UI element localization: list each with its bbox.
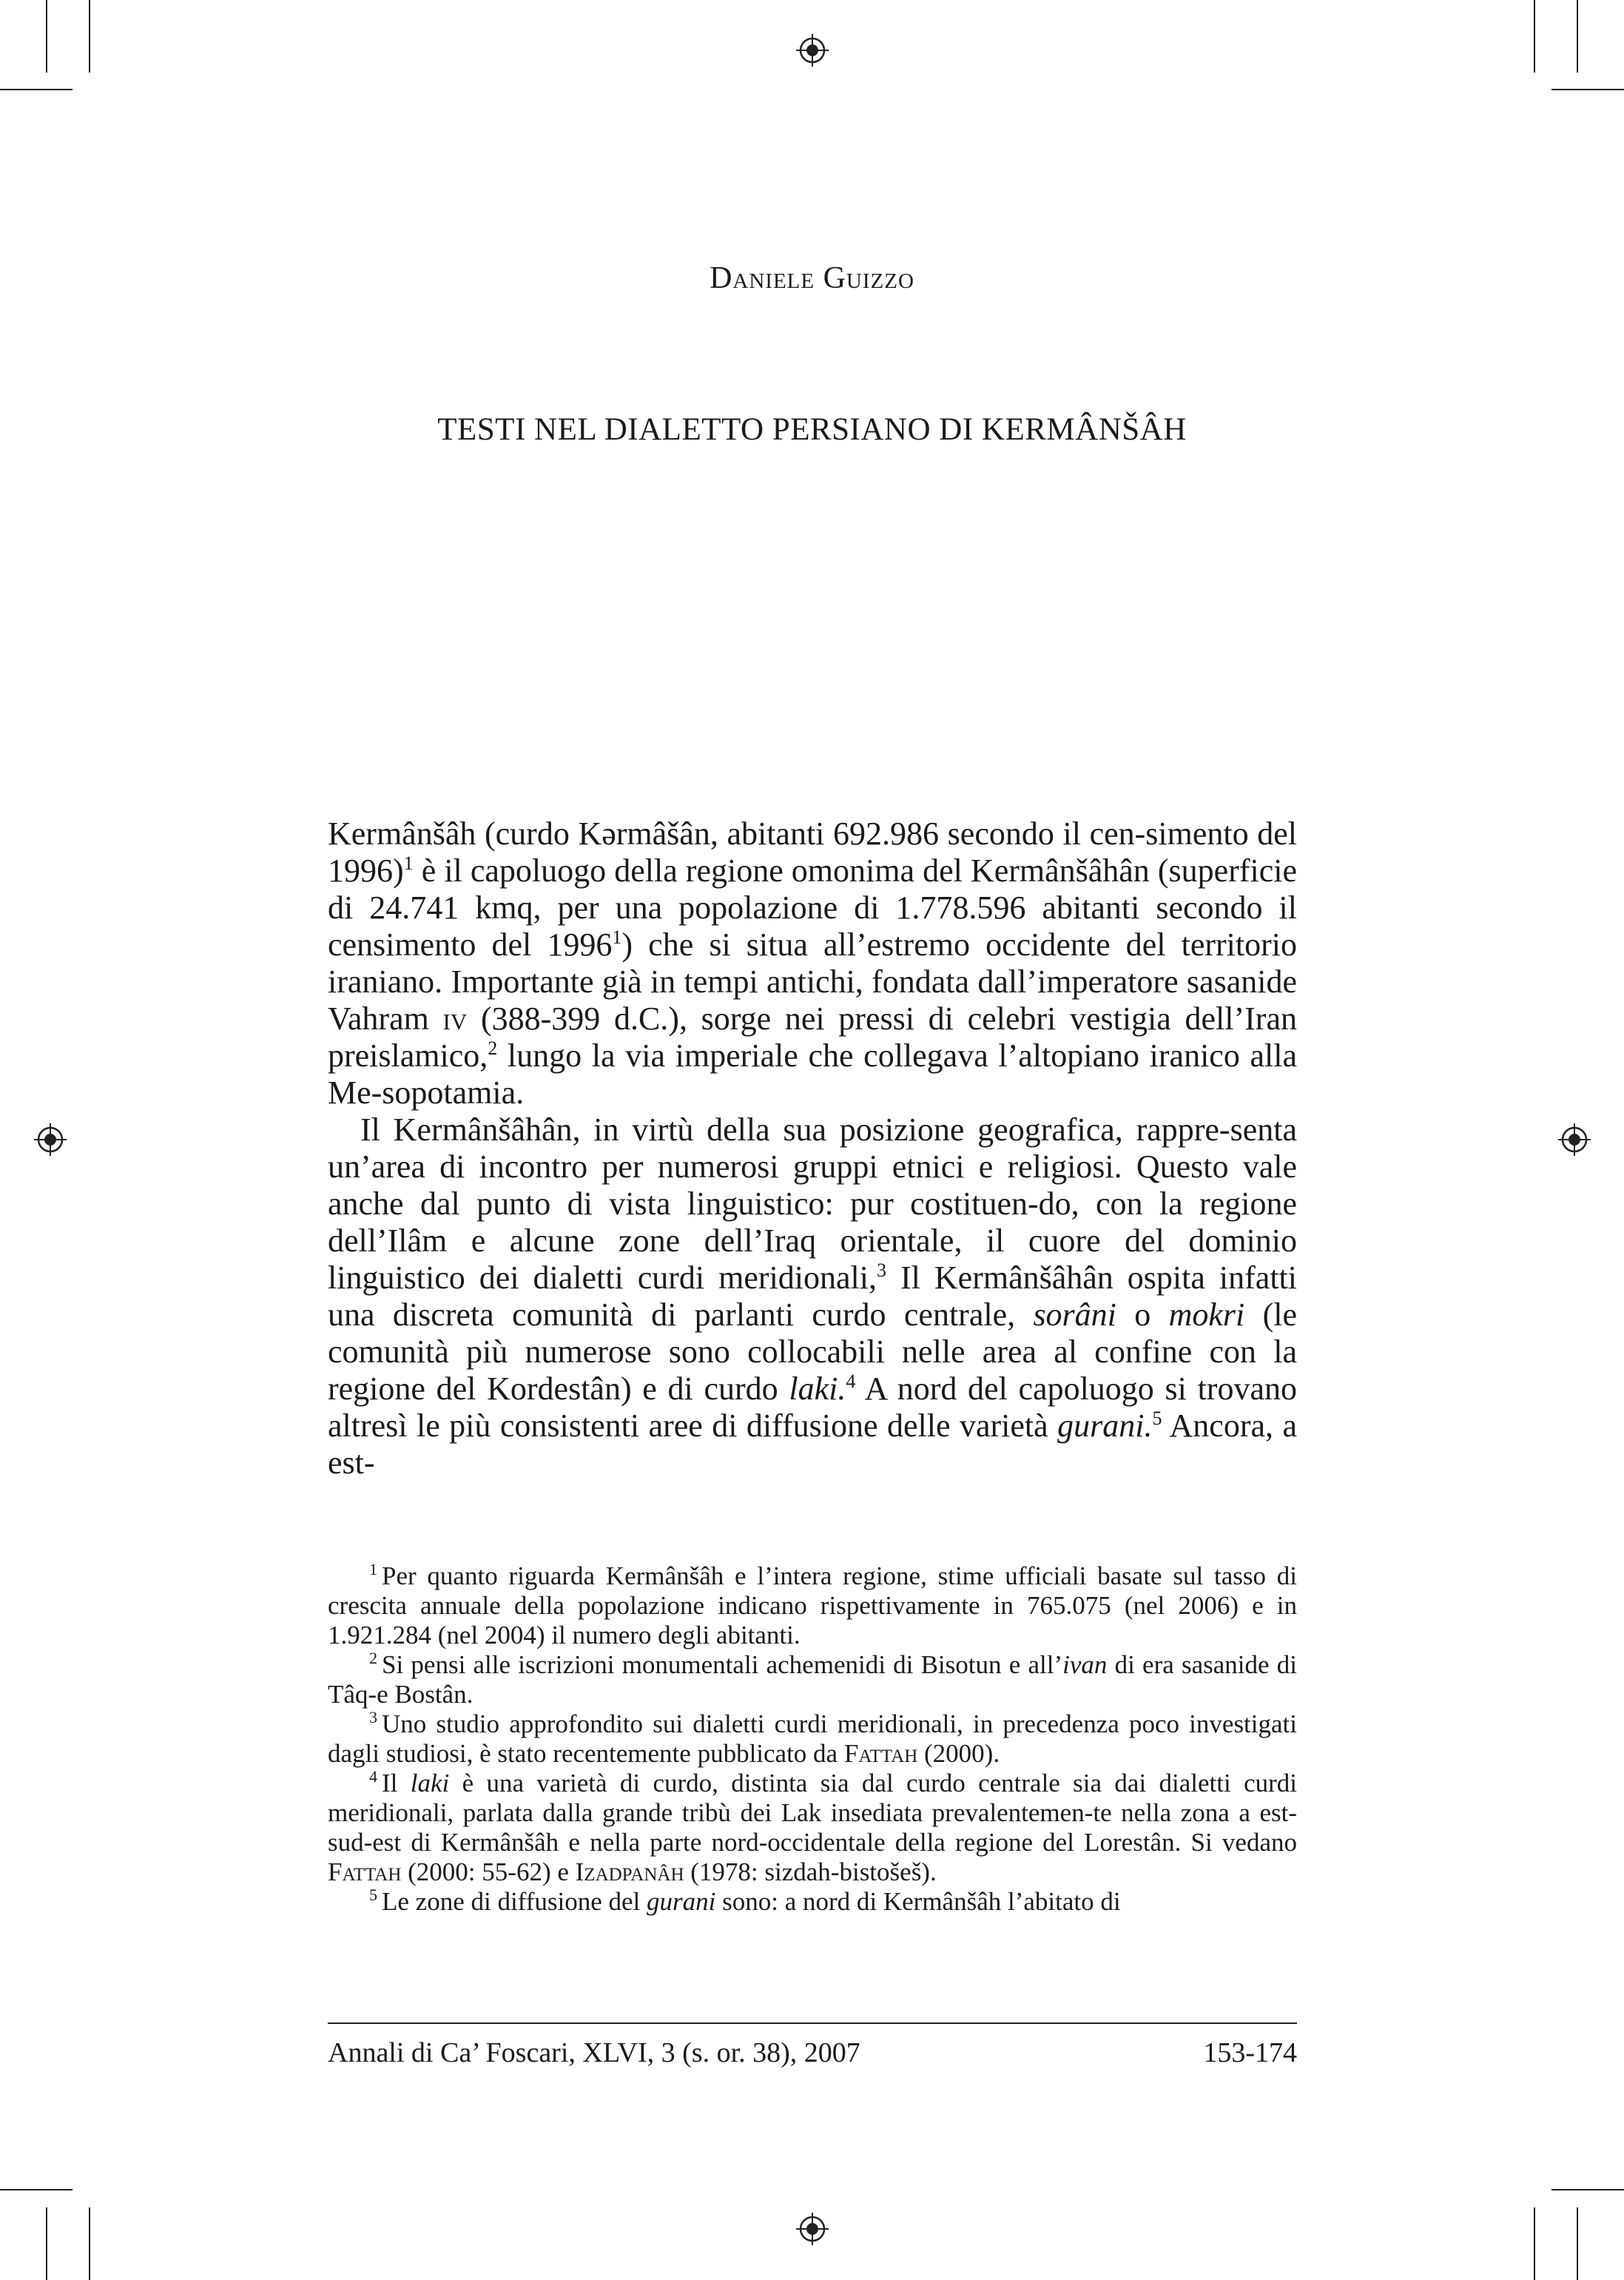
footnote-ref-1b: 1 (612, 927, 622, 948)
italic-term: laki. (789, 1371, 846, 1407)
footnote-2 (328, 1650, 1297, 1709)
crop-mark-top-right-v2 (1577, 0, 1578, 73)
cited-author: Fattah (843, 1739, 918, 1768)
registration-mark-icon (34, 1123, 67, 1156)
crop-mark-top-left-h (0, 89, 73, 90)
crop-mark-top-left-v1 (46, 0, 47, 73)
body-paragraph-2 (328, 1112, 1297, 1482)
footnote-text: sono: a nord di Kermânšâh l’abitato di (715, 1887, 1121, 1916)
footnote-text: (2000). (917, 1739, 1000, 1768)
crop-mark-bottom-right-v1 (1534, 2207, 1535, 2280)
body-text-run: o (1116, 1297, 1169, 1333)
footnote-1 (328, 1561, 1297, 1650)
crop-mark-top-right-v1 (1534, 0, 1535, 73)
body-text-run: Ancora, a est- (328, 1408, 1297, 1481)
body-text-run: Il Kermânšâhân, in virtù della sua posizione geografica, rappre-senta un’area di incontro per numerosi gruppi etnici e religiosi. Questo vale anche dal punto di vista linguistico: pur costituen-do, con la regione dell’Ilâm e alcune zone dell’Iraq orientale, il cuore del dominio linguistico dei dialetti curdi meridionali, (328, 1112, 1297, 1296)
running-footer (328, 2037, 1297, 2069)
footnote-text: Si pensi alle iscrizioni monumentali achemenidi di Bisotun e all’ (382, 1650, 1063, 1679)
footer-rule (328, 2022, 1297, 2024)
body-text-run: (le comunità più numerose sono collocabili nelle area al confine con la regione del Kordestân) e di curdo (328, 1297, 1297, 1407)
italic-term: laki (410, 1769, 450, 1798)
footnote-5 (328, 1887, 1297, 1917)
footnote-number: 3 (369, 1708, 377, 1726)
footnote-text: (2000: 55-62) e (401, 1857, 576, 1886)
footnote-ref-5: 5 (1152, 1408, 1162, 1429)
footnote-3 (328, 1709, 1297, 1769)
cited-author: Izadpanâh (575, 1857, 684, 1886)
crop-mark-bottom-left-v2 (89, 2207, 90, 2280)
footnote-text: (1978: sizdah-bistošeš). (684, 1857, 937, 1886)
footnote-ref-3: 3 (877, 1260, 886, 1281)
footnote-ref-4: 4 (846, 1371, 856, 1392)
footnote-4 (328, 1769, 1297, 1887)
body-text-run: è il capoluogo della regione omonima del Kermânšâhân (superficie di 24.741 kmq, per una popolazione di 1.778.596 abitanti secondo il censimento del 1996 (328, 853, 1297, 963)
crop-mark-bottom-right-h (1551, 2189, 1624, 2190)
crop-mark-bottom-left-v1 (46, 2207, 47, 2280)
footnote-number: 2 (369, 1649, 377, 1667)
registration-mark-icon (796, 34, 829, 67)
footnote-ref-1: 1 (403, 853, 414, 874)
footnote-ref-2: 2 (488, 1038, 498, 1059)
crop-mark-bottom-left-h (0, 2189, 73, 2190)
registration-mark-icon (796, 2213, 829, 2245)
footnote-text: Le zone di diffusione del (382, 1887, 647, 1916)
italic-term: mokri (1168, 1297, 1245, 1333)
footnote-number: 5 (369, 1886, 377, 1904)
article-author: Daniele Guizzo (710, 261, 914, 295)
footnote-number: 4 (369, 1767, 377, 1786)
body-text-run: Il Kermânšâhân ospita infatti una discreta comunità di parlanti curdo centrale, (328, 1260, 1297, 1333)
body-text-run: A nord del capoluogo si trovano altresì le più consistenti aree di diffusione delle varietà (328, 1371, 1297, 1444)
italic-term: sorâni (1033, 1297, 1116, 1333)
body-text-run: lungo la via imperiale che collegava l’altopiano iranico alla Me-sopotamia. (328, 1038, 1297, 1111)
roman-numeral: iv (442, 1001, 468, 1037)
crop-mark-top-left-v2 (89, 0, 90, 73)
registration-mark-icon (1558, 1123, 1591, 1156)
italic-term: ivan (1062, 1650, 1108, 1679)
footnotes (328, 1561, 1297, 1917)
footnote-text: di era sasanide di Tâq-e Bostân. (328, 1650, 1297, 1709)
journal-citation: Annali di Ca’ Foscari, XLVI, 3 (s. or. 38), 2007 (328, 2037, 860, 2068)
crop-mark-top-right-h (1551, 89, 1624, 90)
body-text-run: ) che si situa all’estremo occidente del territorio iraniano. Importante già in tempi antichi, fondata dall’imperatore sasanide Vahram (328, 927, 1298, 1037)
footnote-text: Per quanto riguarda Kermânšâh e l’intera regione, stime ufficiali basate sul tasso di crescita annuale della popolazione indicano rispettivamente in 765.075 (nel 2006) e in 1.921.284 (nel 2004) il numero degli abitanti. (328, 1561, 1297, 1650)
italic-term: gurani (647, 1887, 716, 1916)
footnote-text: Uno studio approfondito sui dialetti curdi meridionali, in precedenza poco investigati dagli studiosi, è stato recentemente pubblicato da (328, 1709, 1297, 1768)
footnote-text: è una varietà di curdo, distinta sia dal curdo centrale sia dai dialetti curdi meridionali, parlata dalla grande tribù dei Lak insediata prevalentemen-te nella zona a est-sud-est di Kermânšâh e nella parte nord-occidentale della regione del Lorestân. Si vedano (328, 1769, 1297, 1857)
footnote-number: 1 (369, 1560, 377, 1578)
italic-term: gurani. (1057, 1408, 1153, 1444)
body-text-run: Kermânšâh (curdo Kərmâšân, abitanti 692.986 secondo il cen-simento del 1996) (328, 816, 1297, 889)
article-title: TESTI NEL DIALETTO PERSIANO DI KERMÂNŠÂH (437, 412, 1187, 447)
footnote-text: Il (382, 1769, 411, 1798)
body-paragraph-1 (328, 816, 1297, 1112)
cited-author: Fattah (328, 1857, 402, 1886)
crop-mark-bottom-right-v2 (1577, 2207, 1578, 2280)
page-range: 153-174 (1203, 2037, 1297, 2068)
body-text-run: (388-399 d.C.), sorge nei pressi di celebri vestigia dell’Iran preislamico, (328, 1001, 1297, 1074)
article-body (328, 816, 1297, 1482)
